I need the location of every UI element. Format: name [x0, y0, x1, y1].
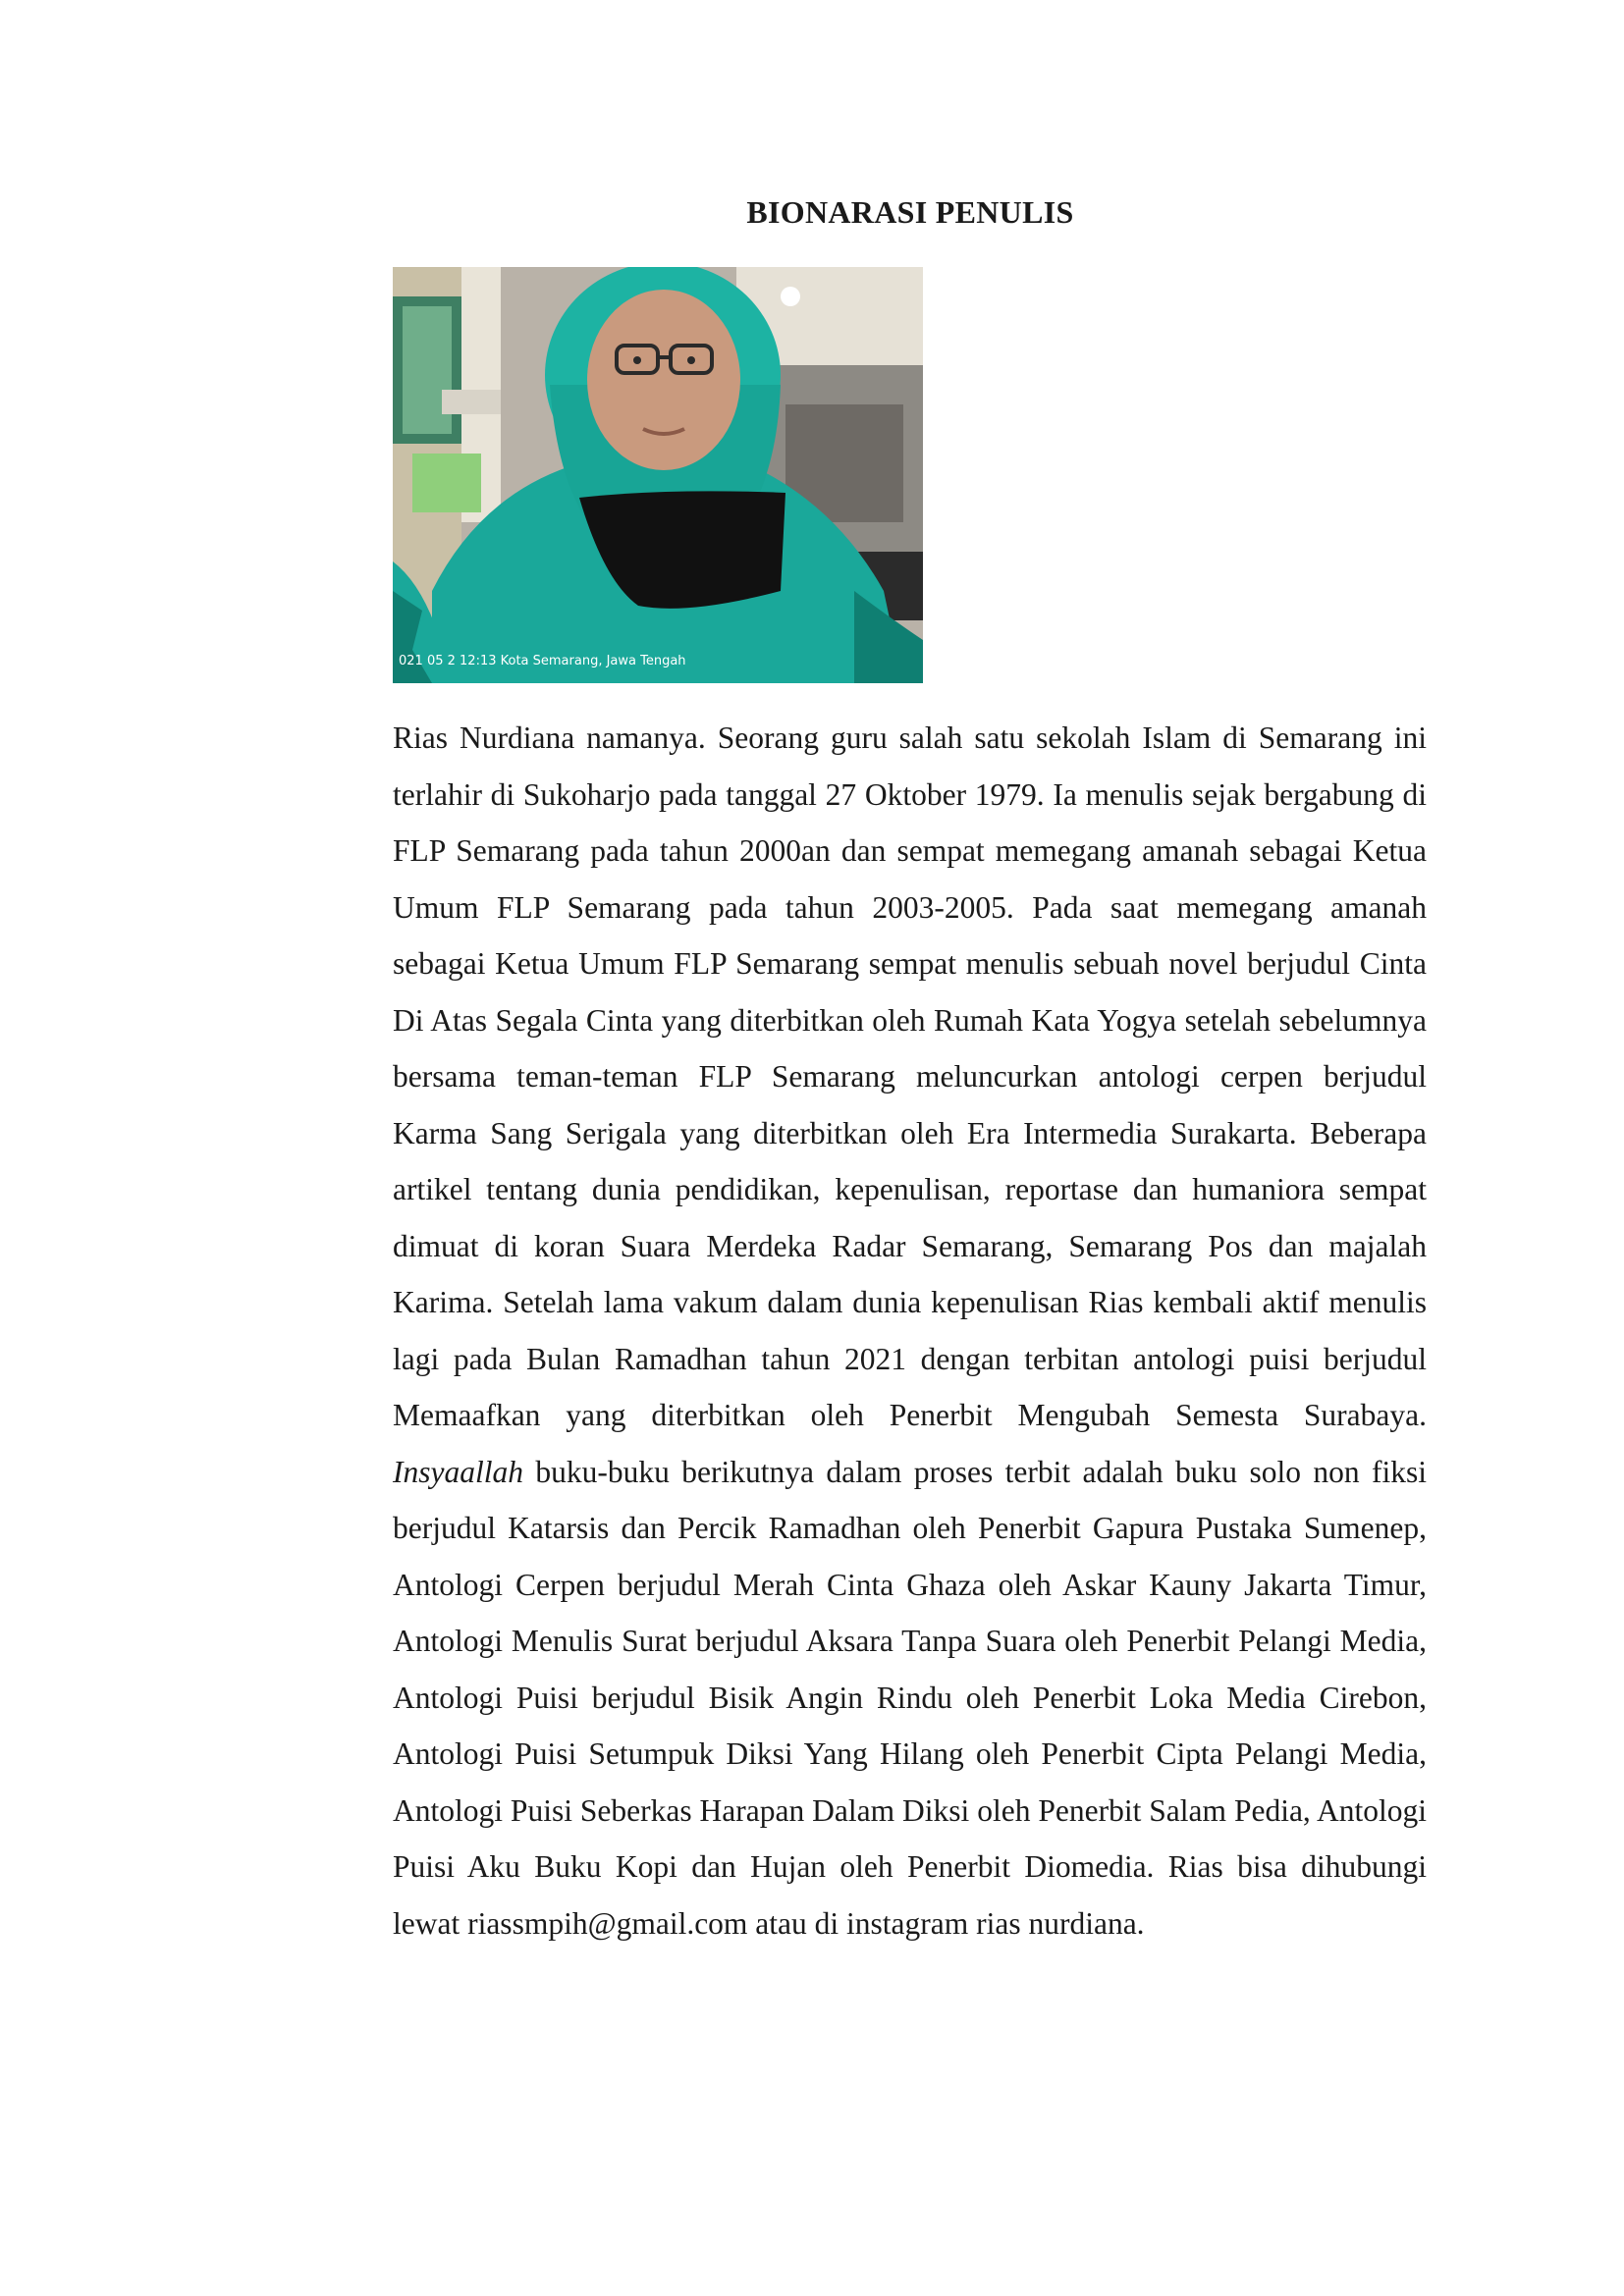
author-photo [393, 267, 923, 683]
author-photo-illustration [393, 267, 923, 683]
page-title [0, 194, 1624, 231]
bio-text-part1: Rias Nurdiana namanya. Seorang guru salah satu sekolah Islam di Semarang ini terlahir di Sukoharjo pada tanggal 27 Oktober 1979. Ia menulis sejak bergabung di FLP Semarang pada tahun 2000an dan sempat memegang amanah sebagai Ketua Umum FLP Semarang pada tahun 2003-2005. Pada saat memegang amanah sebagai Ketua Umum FLP Semarang sempat menulis sebuah novel berjudul Cinta Di Atas Segala Cinta yang diterbitkan oleh Rumah Kata Yogya setelah sebelumnya bersama teman-teman FLP Semarang meluncurkan antologi cerpen berjudul Karma Sang Serigala yang diterbitkan oleh Era Intermedia Surakarta. Beberapa artikel tentang dunia pendidikan, kepenulisan, reportase dan humaniora sempat dimuat di koran Suara Merdeka Radar Semarang, Semarang Pos dan majalah Karima. Setelah lama vakum dalam dunia kepenulisan Rias kembali aktif menulis lagi pada Bulan Ramadhan tahun 2021 dengan terbitan antologi puisi berjudul Memaafkan yang diterbitkan oleh Penerbit Mengubah Semesta Surabaya. [393, 721, 1427, 1432]
page-title-text: BIONARASI PENULIS [746, 194, 1074, 230]
photo-timestamp: 021 05 2 12:13 Kota Semarang, Jawa Tengah [399, 654, 686, 668]
bio-paragraph [393, 710, 1427, 1951]
bio-text-part2: buku-buku berikutnya dalam proses terbit adalah buku solo non fiksi berjudul Katarsis dan Percik Ramadhan oleh Penerbit Gapura Pustaka Sumenep, Antologi Cerpen berjudul Merah Cinta Ghaza oleh Askar Kauny Jakarta Timur, Antologi Menulis Surat berjudul Aksara Tanpa Suara oleh Penerbit Pelangi Media, Antologi Puisi berjudul Bisik Angin Rindu oleh Penerbit Loka Media Cirebon, Antologi Puisi Setumpuk Diksi Yang Hilang oleh Penerbit Cipta Pelangi Media, Antologi Puisi Seberkas Harapan Dalam Diksi oleh Penerbit Salam Pedia, Antologi Puisi Aku Buku Kopi dan Hujan oleh Penerbit Diomedia. Rias bisa dihubungi lewat riassmpih@gmail.com atau di instagram rias nurdiana. [393, 1454, 1427, 1941]
bio-italic-word: Insyaallah [393, 1454, 523, 1489]
